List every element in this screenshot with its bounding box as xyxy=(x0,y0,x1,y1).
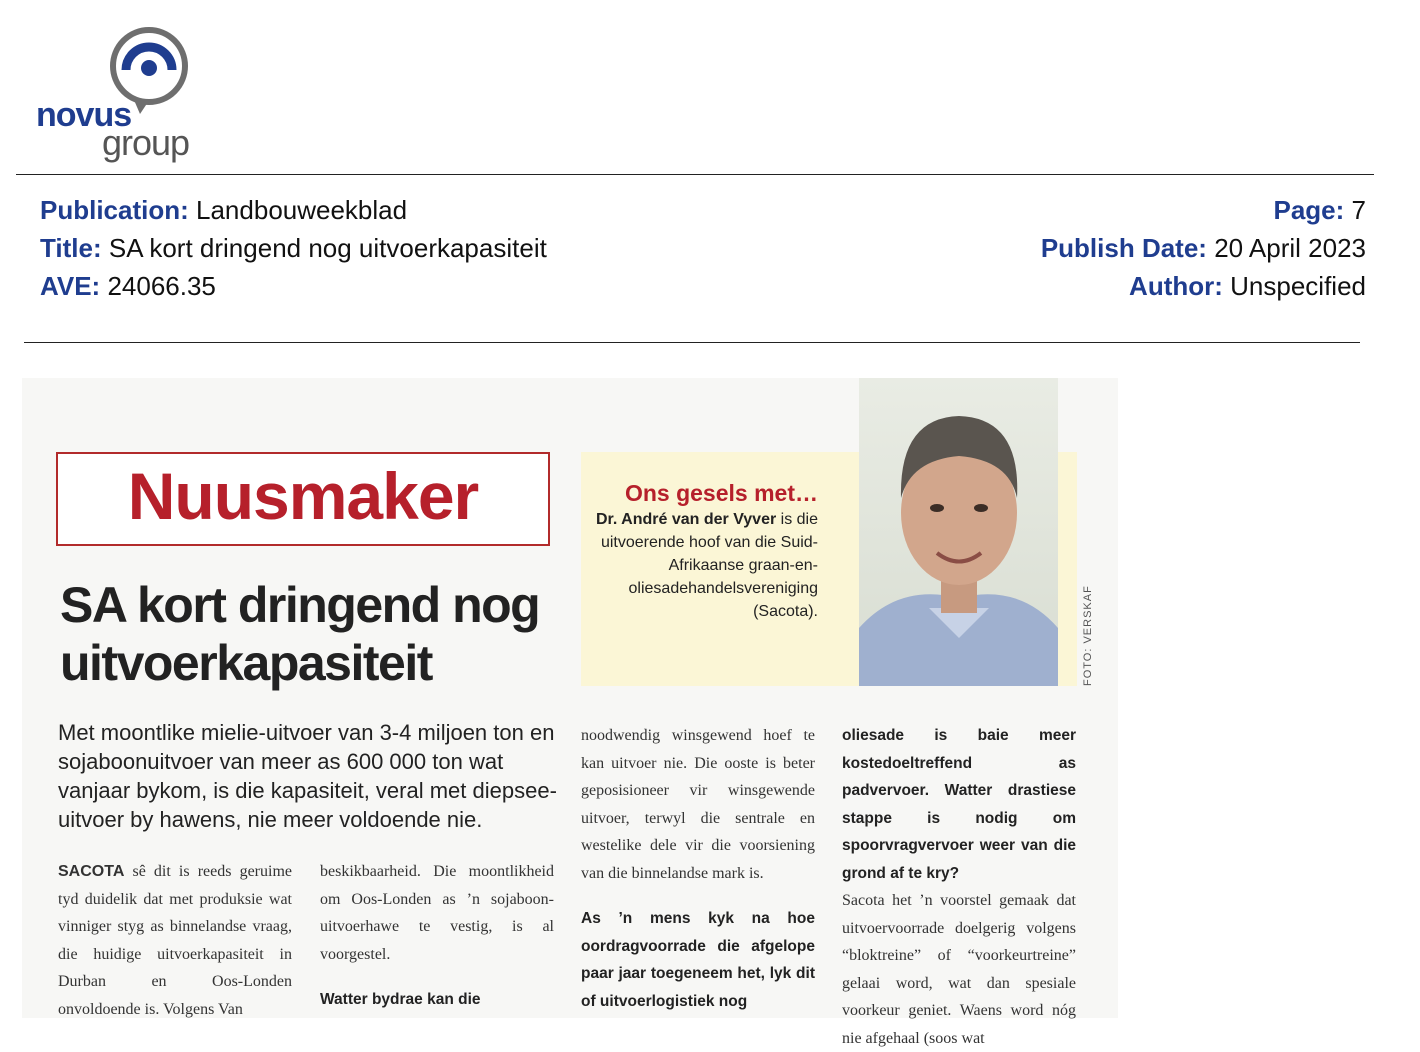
date-row xyxy=(1041,229,1366,267)
ave-value: 24066.35 xyxy=(107,271,216,301)
title-value: SA kort dringend nog uitvoerkapasiteit xyxy=(108,233,547,263)
portrait-photo xyxy=(859,378,1058,686)
author-value: Unspecified xyxy=(1230,271,1366,301)
title-key: Title: xyxy=(40,233,102,263)
column-1-lead-word: SACOTA xyxy=(58,863,125,880)
date-value: 20 April 2023 xyxy=(1214,233,1366,263)
novus-group-logo xyxy=(36,22,216,164)
column-4 xyxy=(842,722,1076,1052)
sidebar-title: Ons gesels met… xyxy=(624,480,818,506)
author-row xyxy=(1041,267,1366,305)
sidebar-text xyxy=(590,478,818,623)
column-2 xyxy=(320,858,554,1014)
headline-line-2: uitvoerkapasiteit xyxy=(60,635,432,691)
article-clipping xyxy=(22,378,1118,1047)
column-4-text: Sacota het ’n voorstel gemaak dat uitvoervoorrade doelgerig volgens “bloktreine” of “voorkeurtreine” gelaai word, wat dan spesiale voorkeur geniet. Waens word nóg nie afgehaal (soos wat xyxy=(842,892,1076,1047)
column-3-question: As ’n mens kyk na hoe oordragvoorrade die afgelope paar jaar toegeneem het, lyk dit of uitvoerlogistiek nog xyxy=(581,910,815,1010)
top-rule xyxy=(16,174,1374,175)
article-lead: Met moontlike mielie-uitvoer van 3-4 miljoen ton en sojaboonuitvoer van meer as 600 000 ton wat vanjaar bykom, is die kapasiteit, veral met diepsee-uitvoer by hawens, nie meer voldoende nie. xyxy=(58,720,557,832)
column-3 xyxy=(581,722,815,1015)
headline-line-1: SA kort dringend nog xyxy=(60,577,540,633)
sidebar-bio xyxy=(590,508,818,623)
ave-row xyxy=(40,267,547,305)
page-row xyxy=(1041,191,1366,229)
column-1-text: sê dit is reeds geruime tyd duidelik dat met produksie wat vinniger styg as binnelandse vraag, die huidige uitvoerkapasiteit in Durban en Oos-Londen onvoldoende is. Volgens Van xyxy=(58,863,292,1018)
kicker-box xyxy=(56,452,550,546)
meta-right xyxy=(1041,191,1366,305)
ave-key: AVE: xyxy=(40,271,101,301)
meta-left xyxy=(40,191,547,305)
column-2-text: beskikbaarheid. Die moontlikheid om Oos-Londen as ’n sojaboon-uitvoerhawe te vestig, is al voorgestel. xyxy=(320,863,554,963)
column-4-question: oliesade is baie meer kostedoeltreffend as padvervoer. Watter drastiese stappe is nodig om spoorvragvervoer weer van die grond af te kry? xyxy=(842,727,1076,882)
kicker: Nuusmaker xyxy=(127,459,479,533)
article-headline xyxy=(60,576,560,692)
bottom-rule xyxy=(24,342,1360,343)
publication-value: Landbouweekblad xyxy=(196,195,408,225)
title-row xyxy=(40,229,547,267)
publication-row xyxy=(40,191,547,229)
column-2-question: Watter bydrae kan die xyxy=(320,991,481,1008)
sidebar-name: Dr. André van der Vyver xyxy=(595,511,777,528)
logo-word-group: group xyxy=(102,122,190,163)
column-3-text: noodwendig winsgewend hoef te kan uitvoer nie. Die ooste is beter geposisioneer vir winsgewende uitvoer, terwyl die sentrale en westelike dele vir die voorsiening van die binnelandse mark is. xyxy=(581,727,815,882)
column-1 xyxy=(58,858,292,1023)
author-key: Author: xyxy=(1129,271,1223,301)
page-value: 7 xyxy=(1351,195,1366,225)
portrait-illustration xyxy=(859,378,1058,686)
sidebar-bio-text: is die uitvoerende hoof van die Suid-Afrikaanse graan-en-oliesadehandelsvereniging (Sacota). xyxy=(600,511,818,620)
date-key: Publish Date: xyxy=(1040,233,1207,263)
logo-word-novus: novus xyxy=(36,96,132,134)
photo-credit: FOTO: VERSKAF xyxy=(1082,585,1094,686)
page-key: Page: xyxy=(1273,195,1345,225)
publication-key: Publication: xyxy=(40,195,189,225)
